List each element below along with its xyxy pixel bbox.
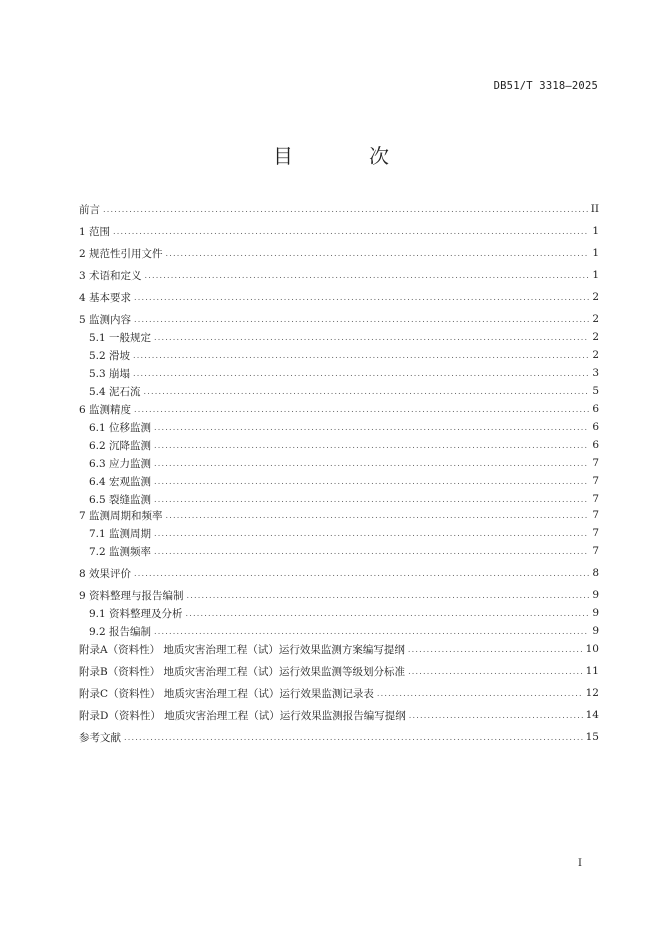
- toc-entry-label: 5.4 泥石流: [89, 385, 141, 398]
- toc-leader-dots: [154, 477, 589, 486]
- toc-entry[interactable]: [79, 436, 599, 454]
- toc-entry-page: 6: [592, 421, 599, 433]
- toc-entry[interactable]: [79, 706, 599, 724]
- toc-entry-page: 9: [592, 607, 599, 619]
- toc-entry[interactable]: [79, 472, 599, 490]
- toc-entry-label: 参考文献: [79, 731, 121, 744]
- toc-entry[interactable]: [79, 418, 599, 436]
- toc-leader-dots: [154, 423, 589, 432]
- toc-entry-page: 2: [592, 349, 599, 361]
- toc-entry-label: 5.1 一般规定: [89, 331, 152, 344]
- toc-entry-page: 9: [592, 625, 599, 637]
- toc-entry-label: 5 监测内容: [79, 313, 132, 326]
- toc-entry-label: 9.2 报告编制: [89, 625, 152, 638]
- toc-entry-page: 5: [592, 385, 599, 397]
- toc-entry-label: 9 资料整理与报告编制: [79, 589, 184, 602]
- toc-entry[interactable]: [79, 622, 599, 640]
- toc-entry-page: 15: [585, 731, 599, 743]
- toc-entry-page: 6: [592, 403, 599, 415]
- toc-leader-dots: [154, 627, 589, 636]
- toc-entry-label: 9.1 资料整理及分析: [89, 607, 183, 620]
- toc-entry-label: 附录D（资料性） 地质灾害治理工程（试）运行效果监测报告编写提纲: [79, 709, 406, 722]
- toc-leader-dots: [166, 249, 590, 258]
- toc-leader-dots: [166, 511, 590, 520]
- toc-entry[interactable]: [79, 364, 599, 382]
- toc-entry-label: 3 术语和定义: [79, 269, 142, 282]
- toc-leader-dots: [113, 227, 589, 236]
- toc-title: 目 次: [273, 144, 417, 168]
- toc-entry[interactable]: [79, 454, 599, 472]
- toc-leader-dots: [409, 711, 583, 720]
- toc-entry[interactable]: [79, 266, 599, 284]
- page-number: I: [578, 858, 582, 869]
- toc-leader-dots: [408, 645, 583, 654]
- toc-entry-page: 2: [592, 331, 599, 343]
- toc-entry-label: 6 监测精度: [79, 403, 132, 416]
- toc-entry[interactable]: [79, 382, 599, 400]
- toc-entry[interactable]: [79, 524, 599, 542]
- toc-leader-dots: [133, 369, 589, 378]
- toc-leader-dots: [134, 569, 589, 578]
- toc-entry[interactable]: [79, 244, 599, 262]
- toc-leader-dots: [408, 667, 583, 676]
- toc-entry-page: 8: [592, 567, 599, 579]
- toc-entry-label: 4 基本要求: [79, 291, 132, 304]
- toc-entry-page: II: [590, 203, 599, 215]
- toc-entry-label: 6.3 应力监测: [89, 457, 152, 470]
- toc-entry-label: 1 范围: [79, 225, 111, 238]
- toc-entry[interactable]: [79, 640, 599, 658]
- toc-entry-page: 3: [592, 367, 599, 379]
- toc-leader-dots: [186, 609, 590, 618]
- toc-leader-dots: [134, 315, 589, 324]
- toc-entry-page: 1: [592, 225, 599, 237]
- toc-entry-page: 7: [592, 475, 599, 487]
- toc-entry-page: 7: [592, 545, 599, 557]
- toc-entry[interactable]: [79, 662, 599, 680]
- toc-entry-label: 6.5 裂缝监测: [89, 493, 152, 506]
- toc-entry-page: 9: [592, 589, 599, 601]
- toc-entry-label: 7.2 监测频率: [89, 545, 152, 558]
- toc-entry[interactable]: [79, 542, 599, 560]
- toc-leader-dots: [154, 333, 589, 342]
- toc-entry-page: 11: [585, 665, 599, 677]
- toc-leader-dots: [377, 689, 583, 698]
- toc-entry[interactable]: [79, 222, 599, 240]
- toc-entry[interactable]: [79, 728, 599, 746]
- toc-leader-dots: [103, 205, 588, 214]
- toc-entry-label: 6.1 位移监测: [89, 421, 152, 434]
- toc-entry-page: 7: [592, 527, 599, 539]
- toc-entry-page: 7: [592, 457, 599, 469]
- toc-entry-page: 7: [592, 493, 599, 505]
- toc-entry[interactable]: [79, 564, 599, 582]
- toc-entry-page: 2: [592, 313, 599, 325]
- toc-entry-label: 7.1 监测周期: [89, 527, 152, 540]
- toc-leader-dots: [154, 441, 589, 450]
- toc-leader-dots: [134, 293, 589, 302]
- toc-leader-dots: [154, 459, 589, 468]
- toc-leader-dots: [124, 733, 583, 742]
- toc-entry-label: 2 规范性引用文件: [79, 247, 163, 260]
- toc-entry[interactable]: [79, 346, 599, 364]
- toc-entry[interactable]: [79, 400, 599, 418]
- toc-entry-label: 前言: [79, 203, 100, 216]
- toc-entry[interactable]: [79, 310, 599, 328]
- toc-entry-label: 附录A（资料性） 地质灾害治理工程（试）运行效果监测方案编写提纲: [79, 643, 405, 656]
- toc-leader-dots: [154, 495, 589, 504]
- toc-entry-label: 5.2 滑坡: [89, 349, 131, 362]
- toc-entry[interactable]: [79, 684, 599, 702]
- toc-entry[interactable]: [79, 506, 599, 524]
- toc-entry[interactable]: [79, 200, 599, 218]
- toc-entry-label: 8 效果评价: [79, 567, 132, 580]
- toc-leader-dots: [187, 591, 590, 600]
- toc-entry-page: 2: [592, 291, 599, 303]
- toc-entry-label: 附录B（资料性） 地质灾害治理工程（试）运行效果监测等级划分标准: [79, 665, 406, 678]
- toc-entry-label: 附录C（资料性） 地质灾害治理工程（试）运行效果监测记录表: [79, 687, 374, 700]
- toc-leader-dots: [133, 351, 589, 360]
- toc-entry-label: 6.4 宏观监测: [89, 475, 152, 488]
- toc-entry-page: 12: [585, 687, 599, 699]
- toc-entry-page: 1: [592, 247, 599, 259]
- toc-entry[interactable]: [79, 288, 599, 306]
- toc-entry-page: 1: [592, 269, 599, 281]
- toc-leader-dots: [154, 547, 589, 556]
- toc-entry[interactable]: [79, 586, 599, 604]
- toc-leader-dots: [154, 529, 589, 538]
- toc-leader-dots: [134, 405, 589, 414]
- toc-entry-page: 6: [592, 439, 599, 451]
- toc-entry-label: 6.2 沉降监测: [89, 439, 152, 452]
- toc-entry-label: 7 监测周期和频率: [79, 509, 163, 522]
- toc-entry-page: 14: [585, 709, 599, 721]
- document-code: DB51/T 3318—2025: [493, 80, 598, 92]
- toc-entry[interactable]: [79, 328, 599, 346]
- toc-leader-dots: [144, 387, 590, 396]
- toc-entry-label: 5.3 崩塌: [89, 367, 131, 380]
- toc-entry[interactable]: [79, 604, 599, 622]
- toc-leader-dots: [145, 271, 590, 280]
- toc-entry-page: 7: [592, 509, 599, 521]
- toc-entry-page: 10: [585, 643, 599, 655]
